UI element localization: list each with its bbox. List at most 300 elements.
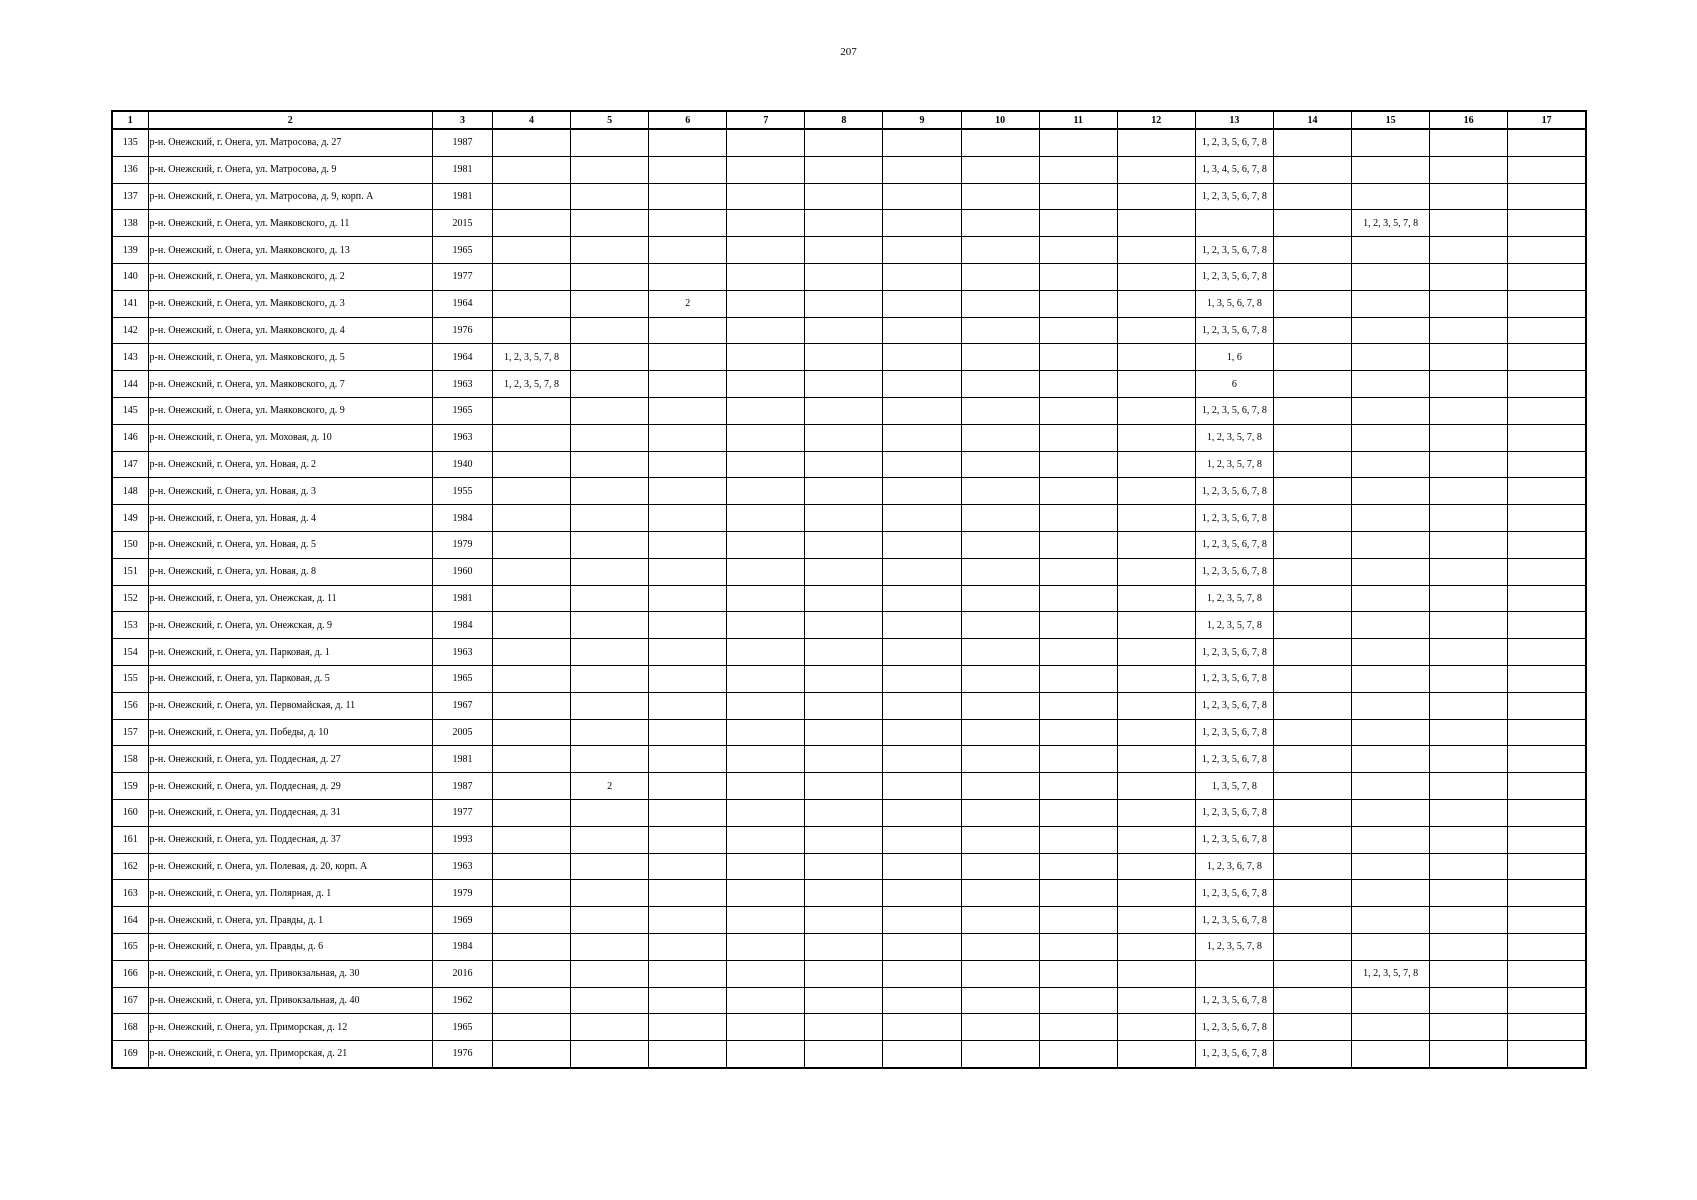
table-cell [961, 799, 1039, 826]
table-cell [883, 505, 961, 532]
table-cell: 1, 2, 3, 5, 6, 7, 8 [1195, 1014, 1273, 1041]
table-cell [1430, 290, 1508, 317]
year-cell: 1962 [432, 987, 492, 1014]
table-cell [649, 987, 727, 1014]
address-cell: р-н. Онежский, г. Онега, ул. Правды, д. 1 [148, 907, 432, 934]
year-cell: 1965 [432, 1014, 492, 1041]
table-row [112, 987, 1586, 1014]
table-cell [649, 1014, 727, 1041]
table-cell: 1, 6 [1195, 344, 1273, 371]
row-number: 166 [112, 960, 148, 987]
table-cell [1352, 639, 1430, 666]
table-cell [493, 397, 571, 424]
table-cell [493, 612, 571, 639]
table-cell: 1, 2, 3, 5, 6, 7, 8 [1195, 639, 1273, 666]
column-header-13: 13 [1195, 111, 1273, 129]
table-cell [1352, 317, 1430, 344]
table-cell [493, 478, 571, 505]
table-cell [1117, 424, 1195, 451]
table-cell [805, 585, 883, 612]
table-cell [649, 129, 727, 156]
table-cell [961, 397, 1039, 424]
table-cell [1430, 826, 1508, 853]
year-cell: 1979 [432, 531, 492, 558]
year-cell: 1976 [432, 317, 492, 344]
table-cell [805, 156, 883, 183]
table-cell [961, 263, 1039, 290]
table-cell: 1, 2, 3, 5, 7, 8 [1195, 424, 1273, 451]
table-cell [1430, 344, 1508, 371]
year-cell: 1984 [432, 612, 492, 639]
table-cell [1508, 237, 1586, 264]
table-cell [493, 183, 571, 210]
address-cell: р-н. Онежский, г. Онега, ул. Привокзальная, д. 40 [148, 987, 432, 1014]
table-cell [805, 237, 883, 264]
table-cell [883, 424, 961, 451]
table-row [112, 585, 1586, 612]
table-cell [1273, 665, 1351, 692]
table-row [112, 397, 1586, 424]
table-cell [1352, 1041, 1430, 1068]
table-cell [883, 531, 961, 558]
table-cell [1273, 237, 1351, 264]
table-cell [571, 237, 649, 264]
table-row [112, 210, 1586, 237]
table-cell [649, 237, 727, 264]
year-cell: 1964 [432, 344, 492, 371]
table-cell [571, 129, 649, 156]
table-cell [1117, 826, 1195, 853]
table-cell [1039, 505, 1117, 532]
year-cell: 1987 [432, 773, 492, 800]
table-cell [1508, 987, 1586, 1014]
table-cell [805, 773, 883, 800]
table-cell [1273, 263, 1351, 290]
table-cell: 6 [1195, 371, 1273, 398]
table-row [112, 290, 1586, 317]
table-cell [1039, 799, 1117, 826]
table-cell [1117, 719, 1195, 746]
address-cell: р-н. Онежский, г. Онега, ул. Правды, д. 6 [148, 933, 432, 960]
table-cell [961, 371, 1039, 398]
table-cell [571, 799, 649, 826]
table-cell [727, 773, 805, 800]
table-cell [493, 290, 571, 317]
table-cell [883, 183, 961, 210]
table-cell [493, 907, 571, 934]
table-cell [1039, 263, 1117, 290]
year-cell: 1964 [432, 290, 492, 317]
table-row [112, 639, 1586, 666]
table-cell [1508, 746, 1586, 773]
table-row [112, 746, 1586, 773]
table-row [112, 933, 1586, 960]
table-cell [1195, 960, 1273, 987]
table-cell [1508, 719, 1586, 746]
address-cell: р-н. Онежский, г. Онега, ул. Маяковского, д. 9 [148, 397, 432, 424]
table-cell [1508, 585, 1586, 612]
year-cell: 1963 [432, 853, 492, 880]
table-cell [1039, 746, 1117, 773]
table-cell [727, 907, 805, 934]
table-cell [1117, 397, 1195, 424]
table-cell: 1, 3, 5, 7, 8 [1195, 773, 1273, 800]
table-cell [1430, 585, 1508, 612]
table-row [112, 344, 1586, 371]
table-cell [1039, 826, 1117, 853]
page-number: 207 [840, 46, 857, 58]
table-cell [571, 1041, 649, 1068]
table-cell [1039, 773, 1117, 800]
row-number: 164 [112, 907, 148, 934]
table-cell [727, 129, 805, 156]
table-row [112, 799, 1586, 826]
table-cell [649, 665, 727, 692]
table-cell [1430, 558, 1508, 585]
table-cell [1508, 263, 1586, 290]
table-cell [1117, 907, 1195, 934]
table-cell [727, 826, 805, 853]
table-cell [1352, 612, 1430, 639]
row-number: 137 [112, 183, 148, 210]
table-cell [883, 773, 961, 800]
row-number: 169 [112, 1041, 148, 1068]
table-cell [961, 933, 1039, 960]
table-cell [649, 263, 727, 290]
table-cell [1430, 371, 1508, 398]
table-cell: 1, 2, 3, 5, 6, 7, 8 [1195, 558, 1273, 585]
table-cell [1273, 880, 1351, 907]
row-number: 151 [112, 558, 148, 585]
table-cell [1430, 263, 1508, 290]
table-cell [571, 210, 649, 237]
address-cell: р-н. Онежский, г. Онега, ул. Новая, д. 8 [148, 558, 432, 585]
table-row [112, 773, 1586, 800]
year-cell: 1960 [432, 558, 492, 585]
table-cell [883, 344, 961, 371]
table-cell [883, 880, 961, 907]
table-cell: 1, 2, 3, 5, 7, 8 [1352, 210, 1430, 237]
address-cell: р-н. Онежский, г. Онега, ул. Поддесная, д. 27 [148, 746, 432, 773]
table-cell [961, 612, 1039, 639]
table-cell [883, 371, 961, 398]
address-cell: р-н. Онежский, г. Онега, ул. Маяковского, д. 4 [148, 317, 432, 344]
table-cell [1352, 1014, 1430, 1041]
table-cell [571, 451, 649, 478]
table-cell [571, 612, 649, 639]
table-cell [1039, 210, 1117, 237]
table-cell [1273, 907, 1351, 934]
year-cell: 2015 [432, 210, 492, 237]
table-cell [805, 263, 883, 290]
table-cell [1117, 880, 1195, 907]
table-cell [1117, 746, 1195, 773]
table-cell [649, 960, 727, 987]
table-cell [961, 585, 1039, 612]
table-cell [1039, 960, 1117, 987]
row-number: 138 [112, 210, 148, 237]
table-cell [961, 129, 1039, 156]
table-cell [805, 210, 883, 237]
table-cell [883, 826, 961, 853]
table-cell [883, 960, 961, 987]
table-cell [727, 317, 805, 344]
table-body [112, 129, 1586, 1068]
table-row [112, 505, 1586, 532]
table-cell: 1, 3, 5, 6, 7, 8 [1195, 290, 1273, 317]
table-cell: 1, 2, 3, 5, 6, 7, 8 [1195, 183, 1273, 210]
table-cell [1117, 987, 1195, 1014]
table-cell: 1, 2, 3, 5, 6, 7, 8 [1195, 478, 1273, 505]
table-cell [727, 1041, 805, 1068]
table-cell [1430, 451, 1508, 478]
table-cell [727, 612, 805, 639]
table-cell [493, 853, 571, 880]
table-cell [805, 853, 883, 880]
table-cell [727, 853, 805, 880]
table-cell [961, 558, 1039, 585]
address-cell: р-н. Онежский, г. Онега, ул. Новая, д. 3 [148, 478, 432, 505]
table-cell [1352, 799, 1430, 826]
address-cell: р-н. Онежский, г. Онега, ул. Матросова, д. 27 [148, 129, 432, 156]
table-cell [571, 585, 649, 612]
table-cell [1039, 156, 1117, 183]
table-cell [1508, 665, 1586, 692]
table-cell [649, 746, 727, 773]
table-cell [493, 826, 571, 853]
table-cell [1430, 665, 1508, 692]
table-cell [727, 987, 805, 1014]
table-cell [649, 933, 727, 960]
address-cell: р-н. Онежский, г. Онега, ул. Маяковского, д. 7 [148, 371, 432, 398]
row-number: 141 [112, 290, 148, 317]
table-cell [1039, 907, 1117, 934]
table-cell [1039, 719, 1117, 746]
table-cell [571, 397, 649, 424]
table-cell [1039, 451, 1117, 478]
table-cell [1508, 880, 1586, 907]
table-cell [805, 371, 883, 398]
table-cell [961, 719, 1039, 746]
table-cell [649, 692, 727, 719]
table-cell [493, 558, 571, 585]
table-cell: 1, 2, 3, 5, 6, 7, 8 [1195, 907, 1273, 934]
table-cell [961, 183, 1039, 210]
table-cell [883, 933, 961, 960]
table-cell [1273, 960, 1351, 987]
address-cell: р-н. Онежский, г. Онега, ул. Матросова, д. 9 [148, 156, 432, 183]
table-cell [883, 665, 961, 692]
table-cell [649, 210, 727, 237]
table-cell [1430, 505, 1508, 532]
table-row [112, 531, 1586, 558]
table-cell [1039, 612, 1117, 639]
table-cell [805, 1014, 883, 1041]
table-cell [805, 746, 883, 773]
table-cell [1508, 826, 1586, 853]
table-cell [727, 746, 805, 773]
table-row [112, 826, 1586, 853]
row-number: 156 [112, 692, 148, 719]
table-cell [961, 210, 1039, 237]
table-cell [727, 692, 805, 719]
table-cell [649, 612, 727, 639]
year-cell: 1965 [432, 665, 492, 692]
table-cell [493, 451, 571, 478]
year-cell: 1977 [432, 799, 492, 826]
table-cell [1508, 210, 1586, 237]
column-header-12: 12 [1117, 111, 1195, 129]
table-cell [805, 907, 883, 934]
column-header-15: 15 [1352, 111, 1430, 129]
table-cell [727, 344, 805, 371]
table-cell: 1, 2, 3, 5, 6, 7, 8 [1195, 237, 1273, 264]
table-cell [727, 933, 805, 960]
table-cell [1508, 799, 1586, 826]
table-cell [805, 317, 883, 344]
table-cell [1195, 210, 1273, 237]
table-cell: 2 [571, 773, 649, 800]
table-cell [571, 371, 649, 398]
row-number: 145 [112, 397, 148, 424]
table-cell [1273, 853, 1351, 880]
table-cell [1039, 665, 1117, 692]
table-cell [805, 558, 883, 585]
table-row [112, 478, 1586, 505]
table-cell [805, 987, 883, 1014]
table-cell [493, 746, 571, 773]
table-cell [1117, 585, 1195, 612]
table-cell [1508, 317, 1586, 344]
table-row [112, 424, 1586, 451]
table-cell [1508, 531, 1586, 558]
table-cell [883, 799, 961, 826]
table-cell [1352, 344, 1430, 371]
table-cell [805, 799, 883, 826]
table-cell [1117, 1041, 1195, 1068]
row-number: 149 [112, 505, 148, 532]
table-cell [727, 665, 805, 692]
table-cell [1508, 290, 1586, 317]
table-cell [961, 1014, 1039, 1041]
table-cell [727, 156, 805, 183]
table-cell [805, 531, 883, 558]
table-cell: 1, 2, 3, 5, 7, 8 [1195, 451, 1273, 478]
row-number: 154 [112, 639, 148, 666]
table-cell [883, 210, 961, 237]
table-cell [649, 183, 727, 210]
table-cell [727, 424, 805, 451]
year-cell: 1965 [432, 237, 492, 264]
table-cell [1039, 183, 1117, 210]
table-cell [1430, 612, 1508, 639]
table-cell [1352, 478, 1430, 505]
table-cell [805, 880, 883, 907]
row-number: 135 [112, 129, 148, 156]
table-cell [1430, 853, 1508, 880]
table-cell [805, 505, 883, 532]
table-cell [649, 156, 727, 183]
table-cell [727, 585, 805, 612]
table-cell [1352, 880, 1430, 907]
table-cell [805, 960, 883, 987]
table-cell [1430, 183, 1508, 210]
table-cell [1039, 933, 1117, 960]
table-cell [1508, 424, 1586, 451]
year-cell: 1977 [432, 263, 492, 290]
table-cell [883, 907, 961, 934]
table-cell [1039, 1014, 1117, 1041]
table-cell [493, 773, 571, 800]
table-cell [961, 156, 1039, 183]
table-cell [1352, 907, 1430, 934]
table-row [112, 237, 1586, 264]
table-cell [1039, 558, 1117, 585]
table-cell: 1, 2, 3, 5, 6, 7, 8 [1195, 129, 1273, 156]
address-cell: р-н. Онежский, г. Онега, ул. Матросова, д. 9, корп. А [148, 183, 432, 210]
table-cell [961, 451, 1039, 478]
table-cell [805, 129, 883, 156]
table-cell [1117, 451, 1195, 478]
table-cell [1508, 451, 1586, 478]
table-cell [493, 987, 571, 1014]
table-cell [1352, 531, 1430, 558]
table-cell [1273, 558, 1351, 585]
table-cell [1117, 156, 1195, 183]
table-cell [1352, 665, 1430, 692]
row-number: 148 [112, 478, 148, 505]
table-cell [1352, 237, 1430, 264]
table-cell [1039, 585, 1117, 612]
address-cell: р-н. Онежский, г. Онега, ул. Онежская, д. 11 [148, 585, 432, 612]
table-cell: 1, 2, 3, 5, 6, 7, 8 [1195, 799, 1273, 826]
table-cell [805, 719, 883, 746]
table-cell [1039, 317, 1117, 344]
table-cell [727, 210, 805, 237]
table-cell [493, 585, 571, 612]
table-cell [649, 478, 727, 505]
row-number: 165 [112, 933, 148, 960]
table-cell [1508, 344, 1586, 371]
table-cell [1039, 692, 1117, 719]
column-header-14: 14 [1273, 111, 1351, 129]
table-cell [571, 933, 649, 960]
address-cell: р-н. Онежский, г. Онега, ул. Победы, д. 10 [148, 719, 432, 746]
table-cell: 1, 2, 3, 5, 6, 7, 8 [1195, 397, 1273, 424]
year-cell: 1981 [432, 156, 492, 183]
table-cell [1508, 1041, 1586, 1068]
table-cell [961, 960, 1039, 987]
column-header-4: 4 [493, 111, 571, 129]
table-cell [1352, 746, 1430, 773]
table-row [112, 317, 1586, 344]
table-cell [1117, 478, 1195, 505]
table-cell [1273, 692, 1351, 719]
table-cell [493, 1041, 571, 1068]
table-row [112, 612, 1586, 639]
table-cell [727, 263, 805, 290]
table-cell [571, 344, 649, 371]
table-cell [1352, 397, 1430, 424]
table-cell [1117, 505, 1195, 532]
column-header-6: 6 [649, 111, 727, 129]
year-cell: 1984 [432, 933, 492, 960]
table-cell [961, 1041, 1039, 1068]
table-cell: 1, 2, 3, 5, 6, 7, 8 [1195, 665, 1273, 692]
table-cell [805, 478, 883, 505]
table-cell [649, 1041, 727, 1068]
table-cell [493, 933, 571, 960]
